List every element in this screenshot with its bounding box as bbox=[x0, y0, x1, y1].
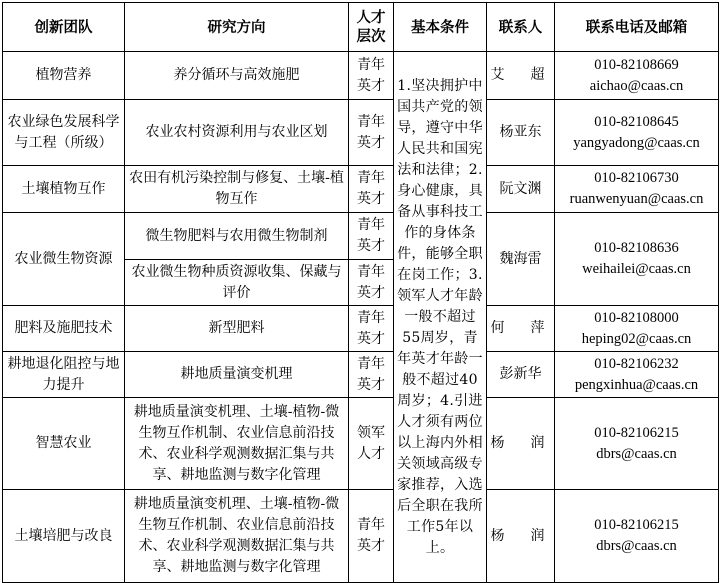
direction-cell: 农业微生物种质资源收集、保藏与评价 bbox=[125, 260, 349, 306]
phone-number: 010-82108669 bbox=[594, 56, 679, 73]
phone-email-cell bbox=[555, 100, 719, 166]
phone-email-cell bbox=[555, 166, 719, 213]
phone-email-cell bbox=[555, 213, 719, 306]
contact-cell: 魏海雷 bbox=[487, 213, 555, 306]
phone-email-cell bbox=[555, 490, 719, 583]
conditions-cell: 1.坚决拥护中国共产党的领导，遵守中华人民共和国宪法和法律；2.身心健康，具备从事科技工作的身体条件，能够全职在岗工作；3.领军人才年龄一般不超过55周岁，青年英才年龄一般不超过40周岁；4.引进人才须有两位以上海内外相关领域高级专家推荐，入选后全职在我所工作5年以上。 bbox=[394, 52, 487, 583]
level-cell: 青年英才 bbox=[349, 100, 394, 166]
team-cell: 智慧农业 bbox=[3, 398, 125, 490]
direction-cell: 农业农村资源利用与农业区划 bbox=[125, 100, 349, 166]
contact-cell: 杨亚东 bbox=[487, 100, 555, 166]
header-contact: 联系人 bbox=[487, 3, 555, 52]
table-row bbox=[3, 52, 719, 100]
header-direction: 研究方向 bbox=[125, 3, 349, 52]
email-address: yangyadong@caas.cn bbox=[573, 134, 700, 151]
contact-cell: 杨 润 bbox=[487, 398, 555, 490]
email-address: weihailei@caas.cn bbox=[582, 261, 691, 277]
team-cell: 耕地退化阻控与地力提升 bbox=[3, 352, 125, 398]
table-row bbox=[3, 306, 719, 352]
header-level: 人才层次 bbox=[349, 3, 394, 52]
phone-number: 010-82108645 bbox=[594, 113, 679, 130]
direction-cell: 耕地质量演变机理 bbox=[125, 352, 349, 398]
phone-number: 010-82106215 bbox=[594, 424, 679, 441]
table-row bbox=[3, 398, 719, 490]
header-team: 创新团队 bbox=[3, 3, 125, 52]
email-address: aichao@caas.cn bbox=[589, 77, 684, 94]
phone-email-cell bbox=[555, 398, 719, 490]
phone-email-cell bbox=[555, 306, 719, 352]
level-cell: 青年英才 bbox=[349, 213, 394, 260]
table-row bbox=[3, 213, 719, 260]
direction-cell: 农田有机污染控制与修复、土壤-植物互作 bbox=[125, 166, 349, 213]
phone-number: 010-82106215 bbox=[594, 517, 679, 533]
level-cell: 青年英才 bbox=[349, 52, 394, 100]
header-conditions: 基本条件 bbox=[394, 3, 487, 52]
level-cell: 青年英才 bbox=[349, 352, 394, 398]
email-address: heping02@caas.cn bbox=[581, 330, 692, 347]
level-cell: 青年英才 bbox=[349, 166, 394, 213]
team-cell: 土壤植物互作 bbox=[3, 166, 125, 213]
recruitment-table bbox=[2, 2, 719, 583]
phone-number: 010-82106730 bbox=[594, 170, 679, 186]
phone-number: 010-82108636 bbox=[594, 240, 679, 256]
contact-cell: 阮文渊 bbox=[487, 166, 555, 213]
direction-cell: 耕地质量演变机理、土壤-植物-微生物互作机制、农业信息前沿技术、农业科学观测数据汇集与共享、耕地监测与数字化管理 bbox=[125, 490, 349, 583]
email-address: dbrs@caas.cn bbox=[596, 445, 677, 462]
level-cell: 青年英才 bbox=[349, 490, 394, 583]
team-cell: 土壤培肥与改良 bbox=[3, 490, 125, 583]
table-row bbox=[3, 490, 719, 583]
direction-cell: 新型肥料 bbox=[125, 306, 349, 352]
level-cell: 领军人才 bbox=[349, 398, 394, 490]
direction-cell: 养分循环与高效施肥 bbox=[125, 52, 349, 100]
direction-cell: 耕地质量演变机理、土壤-植物-微生物互作机制、农业信息前沿技术、农业科学观测数据汇集与共享、耕地监测与数字化管理 bbox=[125, 398, 349, 490]
email-address: pengxinhua@caas.cn bbox=[574, 376, 699, 393]
level-cell: 青年英才 bbox=[349, 260, 394, 306]
level-cell: 青年英才 bbox=[349, 306, 394, 352]
direction-cell: 微生物肥料与农用微生物制剂 bbox=[125, 213, 349, 260]
phone-email-cell bbox=[555, 352, 719, 398]
table-row bbox=[3, 100, 719, 166]
phone-number: 010-82106232 bbox=[594, 355, 679, 372]
team-cell: 农业微生物资源 bbox=[3, 213, 125, 306]
contact-cell: 杨 润 bbox=[487, 490, 555, 583]
team-cell: 植物营养 bbox=[3, 52, 125, 100]
header-phone-email: 联系电话及邮箱 bbox=[555, 3, 719, 52]
contact-cell: 艾 超 bbox=[487, 52, 555, 100]
phone-number: 010-82108000 bbox=[594, 309, 679, 326]
email-address: dbrs@caas.cn bbox=[596, 538, 677, 554]
table-header-row bbox=[3, 3, 719, 52]
contact-cell: 何 萍 bbox=[487, 306, 555, 352]
contact-cell: 彭新华 bbox=[487, 352, 555, 398]
table-row bbox=[3, 352, 719, 398]
phone-email-cell bbox=[555, 52, 719, 100]
team-cell: 肥料及施肥技术 bbox=[3, 306, 125, 352]
team-cell: 农业绿色发展科学与工程（所级） bbox=[3, 100, 125, 166]
table-row bbox=[3, 166, 719, 213]
email-address: ruanwenyuan@caas.cn bbox=[569, 191, 704, 207]
